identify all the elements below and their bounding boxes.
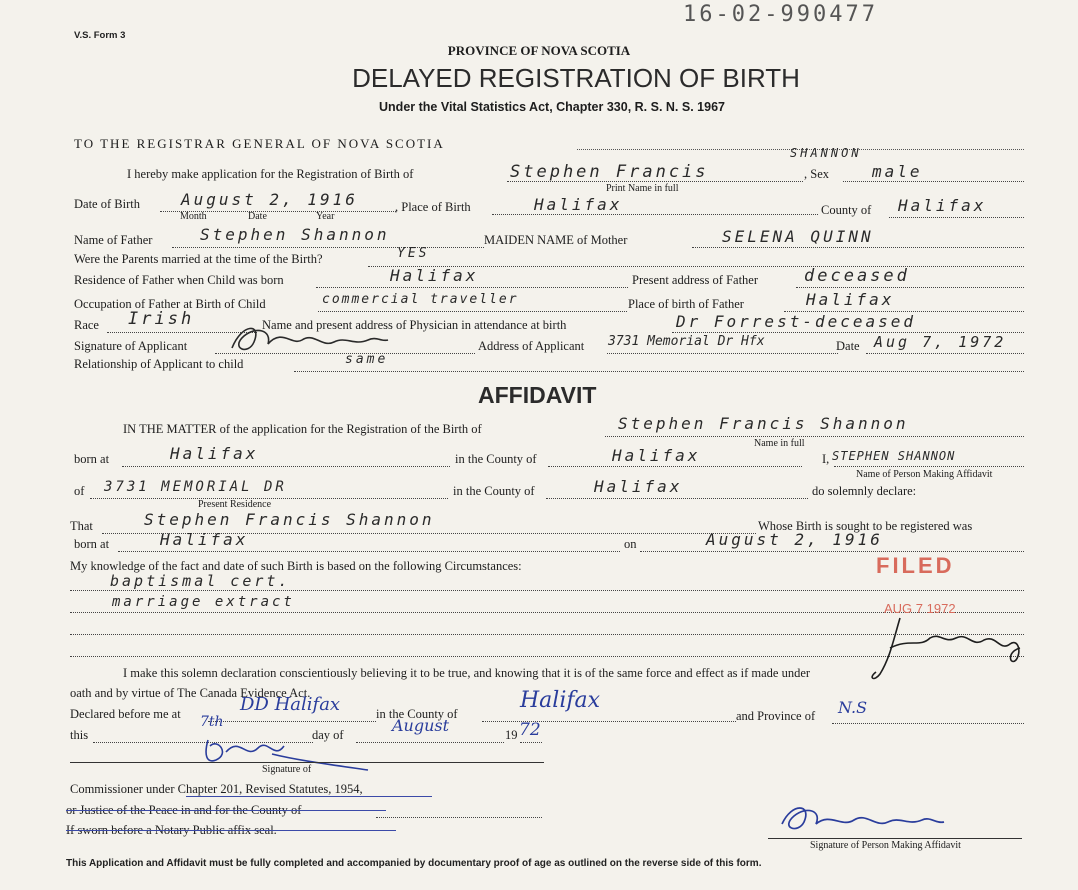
married-label: Were the Parents married at the time of the Birth? <box>74 252 323 266</box>
born-at-label: born at <box>74 452 110 466</box>
oath-text: oath and by virtue of The Canada Evidence Act. <box>70 686 311 700</box>
sex-label: , Sex <box>804 167 829 181</box>
form-code: V.S. Form 3 <box>74 30 126 41</box>
notary-text: If sworn before a Notary Public affix seal. <box>66 823 277 837</box>
declarant-value: STEPHEN SHANNON <box>832 449 956 463</box>
matter-text: IN THE MATTER of the application for the Registration of the Birth of <box>123 422 482 436</box>
registrar-line: TO THE REGISTRAR GENERAL OF NOVA SCOTIA <box>74 136 445 151</box>
commissioner-text: Commissioner under Chapter 201, Revised Statutes, 1954, <box>70 782 363 796</box>
in-county-label-2: in the County of <box>453 484 535 498</box>
residence-caption: Present Residence <box>198 499 272 510</box>
print-name-caption: Print Name in full <box>606 183 679 194</box>
residence-label: Residence of Father when Child was born <box>74 273 284 287</box>
father-value: Stephen Shannon <box>200 225 390 244</box>
filed-date-stamp: AUG 7 1972 <box>884 601 956 616</box>
birth-surname-value: SHANNON <box>790 146 862 160</box>
present-address-value: deceased <box>804 266 910 286</box>
whose-birth-text: Whose Birth is sought to be registered was <box>758 519 973 533</box>
circumstance-1: baptismal cert. <box>110 572 291 590</box>
affidavit-residence-value: 3731 MEMORIAL DR <box>104 479 287 495</box>
born-at-label-2: born at <box>74 537 110 551</box>
present-address-label: Present address of Father <box>632 273 759 287</box>
county-label: County of <box>821 203 872 217</box>
that-label: That <box>70 519 93 533</box>
year-prefix: 19 <box>505 728 518 742</box>
applicant-address-value: 3731 Memorial Dr Hfx <box>608 334 765 349</box>
place-of-birth-label: , Place of Birth <box>395 200 471 214</box>
in-county-label: in the County of <box>455 452 537 466</box>
relationship-label: Relationship of Applicant to child <box>74 357 244 371</box>
day-of-label: day of <box>312 728 344 742</box>
county-value: Halifax <box>898 196 987 215</box>
circumstance-2: marriage extract <box>112 594 295 610</box>
married-value: YES <box>397 246 430 261</box>
dob-caption-year: Year <box>316 211 335 222</box>
father-label: Name of Father <box>74 233 153 247</box>
place-of-birth-value: Halifax <box>534 195 623 214</box>
province-label: and Province of <box>736 709 816 723</box>
knowledge-text: My knowledge of the fact and date of such Birth is based on the following Circumstances: <box>70 559 522 573</box>
birth-name-value: Stephen Francis <box>510 162 709 182</box>
in-county-label-3: in the County of <box>376 707 458 721</box>
date-value: Aug 7, 1972 <box>874 333 1007 351</box>
registrar-signature <box>860 608 1030 688</box>
occupation-value: commercial traveller <box>322 292 519 307</box>
affidavit-heading: AFFIDAVIT <box>478 382 597 408</box>
county-value-affidavit: Halifax <box>612 446 701 465</box>
race-value: Irish <box>128 309 195 329</box>
filed-stamp: FILED <box>876 553 955 578</box>
declare-text: do solemnly declare: <box>812 484 917 498</box>
province-heading: PROVINCE OF NOVA SCOTIA <box>447 43 631 58</box>
this-label: this <box>70 728 89 742</box>
born-at-value: Halifax <box>170 444 259 463</box>
mother-label: MAIDEN NAME of Mother <box>484 233 628 247</box>
sex-value: male <box>872 162 923 181</box>
day-value: 7th <box>200 714 224 730</box>
declared-label: Declared before me at <box>70 707 181 721</box>
physician-value: Dr Forrest-deceased <box>676 312 917 331</box>
occupation-label: Occupation of Father at Birth of Child <box>74 297 266 311</box>
person-sig-caption: Signature of Person Making Affidavit <box>810 840 961 851</box>
born-at-value-2: Halifax <box>160 530 249 549</box>
signature-label: Signature of Applicant <box>74 339 188 353</box>
month-value: August <box>392 716 450 735</box>
physician-label: Name and present address of Physician in attendance at birth <box>262 318 567 332</box>
race-label: Race <box>74 318 99 332</box>
dob-caption-date: Date <box>248 211 267 222</box>
declared-county-value: Halifax <box>520 688 601 713</box>
dob-caption-month: Month <box>180 211 207 222</box>
that-value: Stephen Francis Shannon <box>144 510 435 529</box>
year-value: 72 <box>519 720 541 740</box>
of-label: of <box>74 484 85 498</box>
on-label: on <box>624 537 637 551</box>
father-birthplace-value: Halifax <box>806 290 895 309</box>
form-title: DELAYED REGISTRATION OF BIRTH <box>352 63 800 93</box>
applicant-address-label: Address of Applicant <box>478 339 585 353</box>
signature-of-caption: Signature of <box>262 764 312 775</box>
declaration-text: I make this solemn declaration conscientiously believing it to be true, and knowing that it is of the same force and effect as if made under <box>123 666 811 680</box>
justice-text: or Justice of the Peace in and for the County of <box>66 803 302 817</box>
province-value: N.S <box>838 698 868 717</box>
name-in-full-caption: Name in full <box>754 438 805 449</box>
file-number: 16-02-990477 <box>683 2 878 27</box>
dob-label: Date of Birth <box>74 197 140 211</box>
declarant-caption: Name of Person Making Affidavit <box>856 469 993 480</box>
relationship-value: same <box>345 352 389 367</box>
mother-value: SELENA QUINN <box>722 227 874 246</box>
act-subtitle: Under the Vital Statistics Act, Chapter 330, R. S. N. S. 1967 <box>379 100 725 114</box>
residence-value: Halifax <box>390 266 479 285</box>
declared-place-value: DD Halifax <box>240 694 341 715</box>
dob-value: August 2, 1916 <box>181 190 358 209</box>
matter-value: Stephen Francis Shannon <box>618 414 909 433</box>
application-intro: I hereby make application for the Registration of Birth of <box>127 167 414 181</box>
i-label: I, <box>822 452 830 466</box>
father-birthplace-label: Place of birth of Father <box>628 297 744 311</box>
county-value-2: Halifax <box>594 477 683 496</box>
on-value: August 2, 1916 <box>706 530 883 549</box>
date-label: Date <box>836 339 860 353</box>
footer-note: This Application and Affidavit must be fully completed and accompanied by documentary proof of age as outlined on the reverse side of this form. <box>66 858 762 869</box>
declarant-signature <box>772 798 952 838</box>
